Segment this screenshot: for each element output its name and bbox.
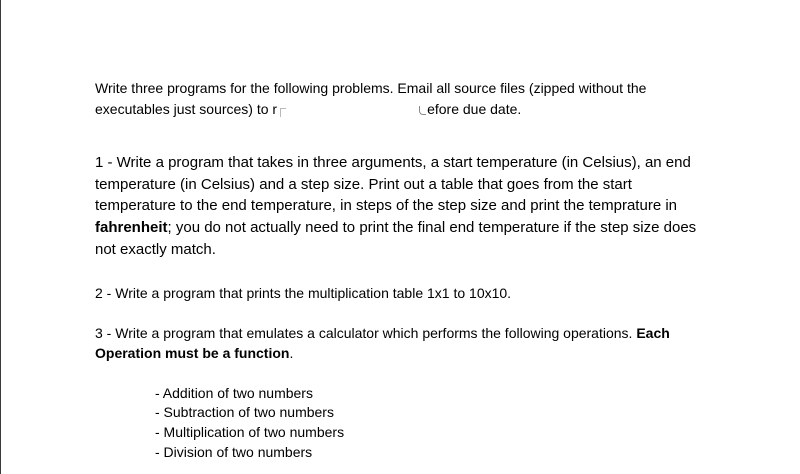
problem-3-period: . <box>289 344 294 361</box>
problem-3-text: 3 - Write a program that emulates a calculator which performs the following operations. <box>95 324 637 341</box>
document-page <box>95 78 715 463</box>
intro-line-2-start: executables just sources) to r <box>95 101 278 117</box>
problem-3-bold-requirement: Each Operation must be a function <box>95 324 670 361</box>
problem-2-paragraph <box>95 283 715 303</box>
intro-line-2-end: efore due date. <box>427 101 522 117</box>
problem-1-paragraph <box>95 152 715 261</box>
operations-list <box>155 384 715 463</box>
problem-1-text: 1 - Write a program that takes in three arguments, a start temperature (in Celsius), an end temperature (in Celsius) and a step size. Print out a table that goes from the start temperature to the end temperature, in steps of the step size and print the temprature in <box>95 154 691 215</box>
operation-item: - Division of two numbers <box>155 443 313 460</box>
problem-1-bold-term: fahrenheit <box>95 219 168 237</box>
operation-item: - Addition of two numbers <box>155 384 313 401</box>
operation-item: - Subtraction of two numbers <box>155 404 334 421</box>
redacted-email <box>278 102 426 116</box>
intro-paragraph <box>95 78 715 120</box>
window-left-border <box>0 0 1 474</box>
operation-item: - Multiplication of two numbers <box>155 424 345 441</box>
problem-1-text-end: ; you do not actually need to print the final end temperature if the step size does not exactly match. <box>95 219 697 258</box>
problem-3-paragraph <box>95 323 715 363</box>
problem-2-text: 2 - Write a program that prints the multiplication table 1x1 to 10x10. <box>95 284 512 301</box>
intro-line-1: Write three programs for the following problems. Email all source files (zipped without the <box>95 80 647 96</box>
